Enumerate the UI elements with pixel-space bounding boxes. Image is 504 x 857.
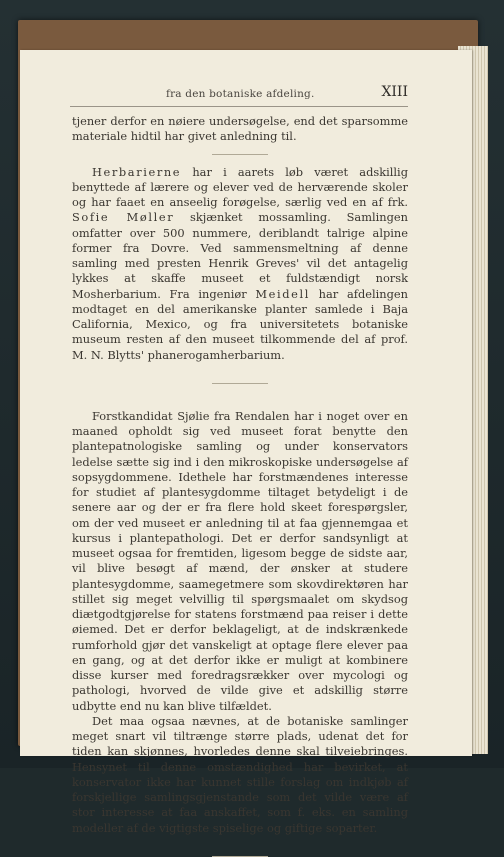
paragraph-2-name-1: Sofie Møller xyxy=(72,210,175,225)
paragraph-4: Det maa ogsaa nævnes, at de botaniske samlinger meget snart vil tiltrænge større plads, udenat det for tiden kan skjønnes, hvorledes denne skal tilveiebringes. Hensynet til denne omstændighed har bevirket, at konservator ikke har kunnet stille forslag om indkjøb af forskjellige samlingsgjenstande som det vilde være af stor interesse at faa anskaffet, som f. eks. en samling modeller af de vigtigste spiselige og giftige soparter. xyxy=(72,713,408,835)
paragraph-2-text-1: har i aarets løb været adskillig benyttede af lærere og elever ved de herværende skoler og har faaet en anseelig forøgelse, særlig ved en af frk. xyxy=(72,164,408,209)
book-cover xyxy=(18,20,478,835)
paragraph-2-text-2: skjænket mossamling. Samlingen omfatter over 500 nummere, deriblandt talrige alpine former fra Dovre. Ved sammensmeltning af denne samling med presten Henrik Greves' vil det antagelig lykkes at skaffe museet et fuldstændigt norsk Mosherbarium. Fra ingeniør xyxy=(72,210,408,301)
paragraph-1: tjener derfor en nøiere undersøgelse, end det sparsomme materiale hidtil har givet anledning til. xyxy=(72,114,408,144)
paragraph-2-text-3: har afdelingen modtaget en del amerikanske planter samlede i Baja California, Mexico, og fra universitetets botaniske museum resten af den museet tilkommende del af prof. M. N. Blytts' phanerogamherbarium. xyxy=(72,286,408,362)
page-number: XIII xyxy=(381,84,408,100)
body-text xyxy=(72,114,408,857)
paragraph-2-name-2: Meidell xyxy=(255,286,310,301)
paragraph-2-lead: Herbarierne xyxy=(92,164,182,179)
page-header xyxy=(70,86,408,107)
divider-rule xyxy=(212,383,268,384)
book-page xyxy=(20,50,472,835)
divider-rule xyxy=(212,154,268,155)
running-title: fra den botaniske afdeling. xyxy=(166,88,315,100)
paragraph-3: Forstkandidat Sjølie fra Rendalen har i noget over en maaned opholdt sig ved museet forat benytte den plantepatnologiske samling og under konservators ledelse sætte sig ind i den mikroskopiske undersøgelse af sopsygdommene. Idethele har forstmændenes interesse for studiet af plantesygdomme tiltaget betydeligt i de senere aar og der er fra flere hold skeet forespørgsler, om der ved museet er anledning til at faa gjennemgaa et kursus i plantepathologi. Det er derfor sandsynligt at museet ogsaa for fremtiden, ligesom begge de sidste aar, vil blive besøgt af mænd, der ønsker at studere plantesygdomme, saamegetmere som skovdirektøren har stillet sig meget velvillig til spørgsmaalet om skydsog diætgodtgjørelse for statens forstmænd paa reiser i dette øiemed. Det er derfor beklageligt, at de indskrænkede rumforhold gjør det vanskeligt at optage flere elever paa en gang, og at det derfor ikke er muligt at kombinere disse kurser med foredragsrækker over mycologi og pathologi, hvorved de vilde give et adskillig større udbytte end nu kan blive tilfældet. xyxy=(72,408,408,713)
paragraph-2 xyxy=(72,165,408,363)
